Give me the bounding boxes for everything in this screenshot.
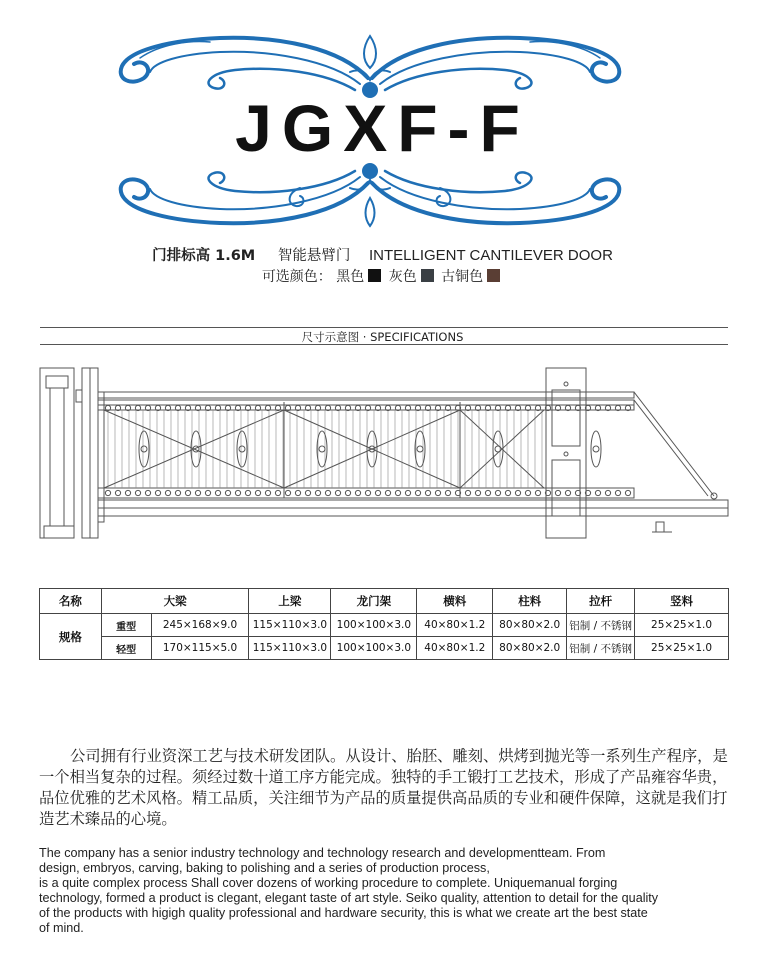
table-cell: 铝制 / 不锈钢 xyxy=(567,614,635,637)
description-cn: 公司拥有行业资深工艺与技术研发团队。从设计、胎胚、雕刻、烘烤到抛光等一系列生产程序，是一个相当复杂的过程。须经过数十道工序方能完成。独特的手工锻打工艺技术，形成了产品雍容华贵，品位优雅的艺术风格。精工品质，关注细节为产品的质量提供高品质的专业和硬件保障，这就是我们打造艺术臻品的心境。 xyxy=(39,747,728,828)
color-swatch-gray xyxy=(421,269,434,282)
color-option-gray: 灰色 xyxy=(388,269,417,285)
table-cell: 115×110×3.0 xyxy=(249,637,331,660)
spec-row-header: 规格 xyxy=(40,614,102,660)
table-cell: 80×80×2.0 xyxy=(493,614,567,637)
column-header: 大梁 xyxy=(101,589,249,614)
spec-table-header-row xyxy=(40,589,729,614)
table-cell: 245×168×9.0 xyxy=(151,614,249,637)
table-cell: 25×25×1.0 xyxy=(635,637,729,660)
column-header: 柱料 xyxy=(493,589,567,614)
color-options-label: 可选颜色： xyxy=(261,269,332,285)
table-cell: 25×25×1.0 xyxy=(635,614,729,637)
table-cell: 115×110×3.0 xyxy=(249,614,331,637)
variant-label: 轻型 xyxy=(101,637,151,660)
product-subtitle xyxy=(0,244,765,265)
table-cell: 100×100×3.0 xyxy=(331,614,417,637)
color-option-black: 黑色 xyxy=(336,269,365,285)
column-header: 拉杆 xyxy=(567,589,635,614)
product-name-en: INTELLIGENT CANTILEVER DOOR xyxy=(368,247,613,264)
table-cell: 40×80×1.2 xyxy=(417,637,493,660)
color-swatch-black xyxy=(368,269,381,282)
spec-divider-top xyxy=(40,327,728,328)
color-option-bronze: 古铜色 xyxy=(441,269,484,285)
table-cell: 铝制 / 不锈钢 xyxy=(567,637,635,660)
gate-height: 门排标高 1.6M xyxy=(152,248,256,264)
table-cell: 40×80×1.2 xyxy=(417,614,493,637)
column-header: 龙门架 xyxy=(331,589,417,614)
table-row xyxy=(40,637,729,660)
color-options xyxy=(0,266,765,286)
table-cell: 80×80×2.0 xyxy=(493,637,567,660)
table-cell: 100×100×3.0 xyxy=(331,637,417,660)
spec-heading: 尺寸示意图 · SPECIFICATIONS xyxy=(301,330,464,344)
table-row xyxy=(40,614,729,637)
model-title: JGXF-F xyxy=(235,91,530,165)
column-header: 竖料 xyxy=(635,589,729,614)
column-header: 横料 xyxy=(417,589,493,614)
name-header: 名称 xyxy=(40,589,102,614)
gate-drawing xyxy=(36,362,732,548)
table-cell: 170×115×5.0 xyxy=(151,637,249,660)
variant-label: 重型 xyxy=(101,614,151,637)
spec-table xyxy=(39,588,729,660)
spec-divider-bottom xyxy=(40,344,728,345)
color-swatch-bronze xyxy=(487,269,500,282)
description-en: The company has a senior industry technology and technology research and developmentteam. From design, embryos, carving, baking to polishing and a series of production process, is a quite complex process Shall cover dozens of working procedure to complete. Uniquemanual forging technology, formed a product is clegant, elegant taste of art style. Seiko quality, attention to detail for the quality of the products with higigh quality professional and hardware security, this is what we create art the best state of mind. xyxy=(39,846,659,935)
column-header: 上梁 xyxy=(249,589,331,614)
product-name-cn: 智能悬臂门 xyxy=(277,248,351,264)
